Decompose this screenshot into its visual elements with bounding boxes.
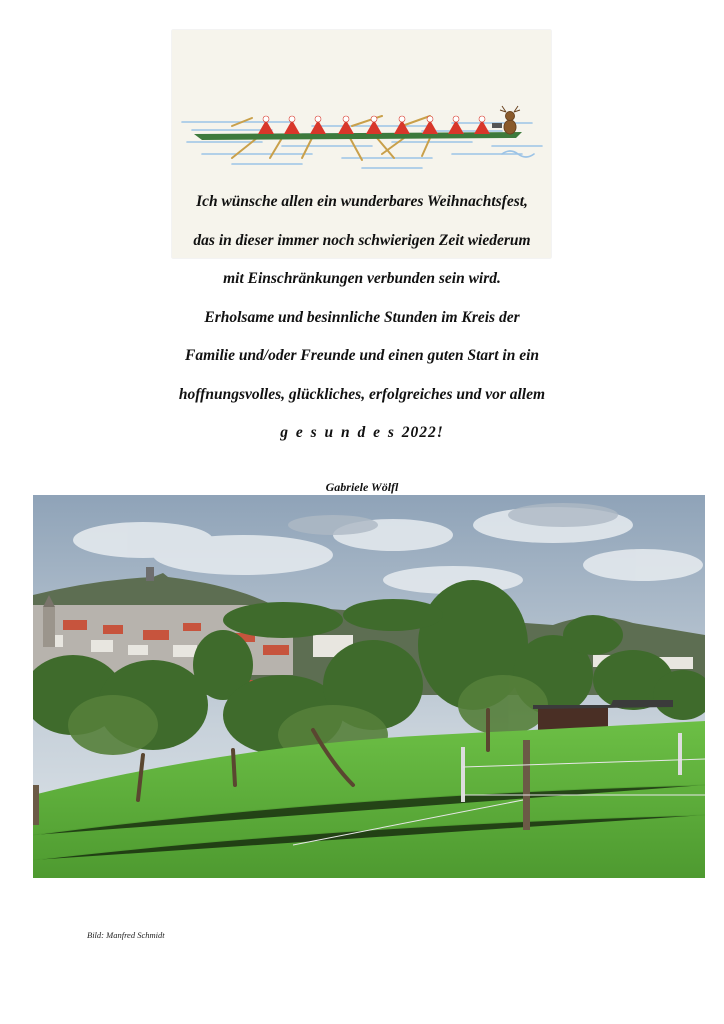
greeting-line: Erholsame und besinnliche Stunden im Kreis der (204, 308, 520, 326)
rowing-santas-illustration (172, 30, 551, 180)
hill-tower (146, 567, 154, 581)
greeting-line: Familie und/oder Freunde und einen guten Start in ein (185, 347, 539, 364)
greeting-line: hoffnungsvolles, glückliches, erfolgreiches und vor allem (178, 385, 546, 403)
reindeer (492, 106, 520, 134)
signature: Gabriele Wölfl (325, 480, 399, 494)
greeting-line: das in dieser immer noch schwierigen Zeit wiederum (193, 231, 531, 249)
church-tower (43, 607, 55, 647)
water-strokes (182, 122, 542, 168)
photo-credit: Bild: Manfred Schmidt (87, 930, 165, 940)
greeting-text (0, 188, 724, 458)
greeting-line-year: g e s u n d e s 2022! (280, 424, 444, 441)
greeting-line: mit Einschränkungen verbunden sein wird. (223, 270, 501, 287)
rowing-santas (258, 116, 490, 134)
landscape-photo (33, 495, 705, 878)
greeting-line: Ich wünsche allen ein wunderbares Weihnachtsfest, (196, 193, 528, 210)
rowing-boat (194, 132, 522, 140)
